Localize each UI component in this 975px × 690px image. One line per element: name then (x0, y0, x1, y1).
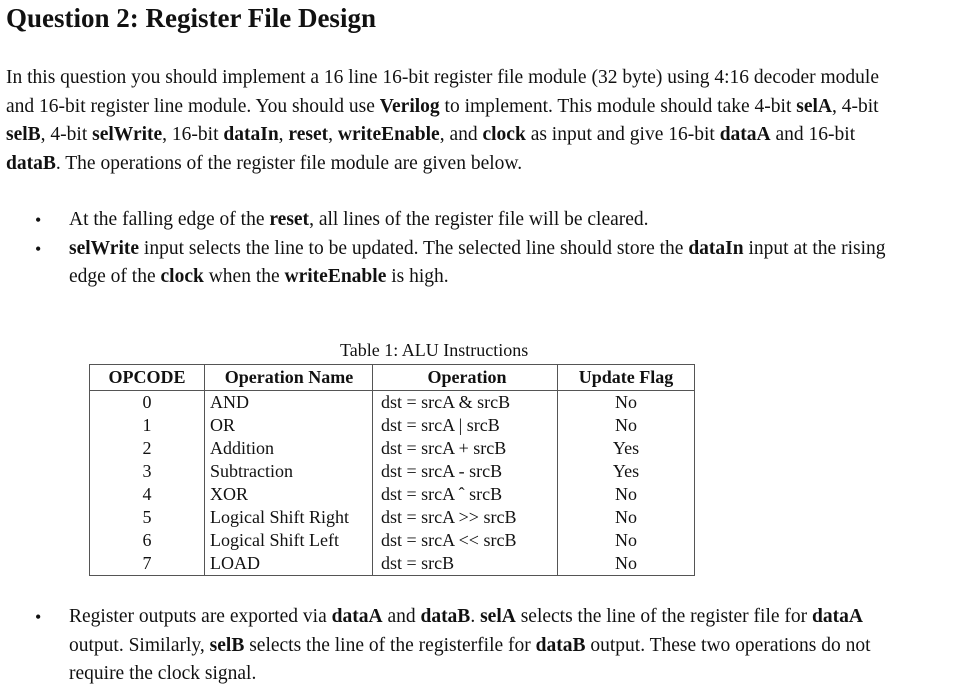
text-run: and 16-bit (770, 124, 856, 146)
cell-operation-name: Subtraction (205, 460, 373, 483)
table-body (90, 391, 695, 576)
text-run: At the falling edge of the (69, 209, 270, 230)
question-title: Question 2: Register File Design (6, 3, 376, 33)
cell-update-flag: No (558, 391, 695, 415)
cell-opcode: 6 (90, 529, 205, 552)
cell-opcode: 1 (90, 414, 205, 437)
bullet-dot-icon: • (35, 210, 42, 230)
header-operation: Operation (373, 365, 558, 391)
header-operation-name: Operation Name (205, 365, 373, 391)
cell-operation: dst = srcA - srcB (373, 460, 558, 483)
text-run: . (470, 606, 481, 627)
bullet-line (69, 660, 871, 689)
bullet-item (0, 206, 886, 235)
cell-opcode: 5 (90, 506, 205, 529)
bold-term: clock (160, 266, 204, 288)
text-run: selects the line of the register file for (515, 606, 813, 627)
text-run: . The operations of the register file module are given below. (55, 153, 523, 175)
alu-instructions-table (89, 364, 695, 576)
cell-operation-name: AND (205, 391, 373, 415)
bold-term: clock (482, 124, 526, 146)
bullet-dot-icon: • (35, 607, 42, 627)
text-run: , (328, 124, 338, 146)
cell-opcode: 4 (90, 483, 205, 506)
table-row (90, 529, 695, 552)
bold-term: writeEnable (337, 124, 440, 146)
bold-term: dataA (331, 606, 383, 627)
header-opcode: OPCODE (90, 365, 205, 391)
bullet-dot-icon: • (35, 238, 42, 259)
cell-opcode: 3 (90, 460, 205, 483)
table-caption: Table 1: ALU Instructions (340, 340, 529, 360)
cell-operation: dst = srcB (373, 552, 558, 576)
text-run: Register outputs are exported via (69, 606, 332, 627)
cell-update-flag: No (558, 506, 695, 529)
bullet-item (0, 235, 886, 292)
bullet-line (69, 603, 871, 632)
text-run: and 16-bit register line module. You should use (6, 95, 380, 117)
bold-term: selWrite (92, 124, 163, 146)
text-run: input at the rising (743, 237, 886, 259)
cell-operation-name: LOAD (205, 552, 373, 576)
cell-update-flag: No (558, 483, 695, 506)
cell-opcode: 2 (90, 437, 205, 460)
bold-term: dataB (6, 153, 56, 175)
text-run: , 4-bit (40, 124, 93, 146)
text-run: require the clock signal. (69, 663, 257, 685)
text-run: , (278, 124, 289, 146)
table-row (90, 460, 695, 483)
bold-term: dataB (420, 606, 471, 627)
bold-term: selB (6, 124, 41, 146)
bold-term: selWrite (69, 237, 140, 259)
bold-term: dataA (812, 606, 863, 627)
table-row (90, 483, 695, 506)
text-run: selects the line of the registerfile for (244, 634, 536, 656)
cell-operation-name: XOR (205, 483, 373, 506)
cell-update-flag: Yes (558, 460, 695, 483)
text-run: edge of the (69, 266, 161, 288)
bold-term: Verilog (379, 95, 440, 117)
text-run: is high. (386, 266, 449, 288)
text-run: and (382, 606, 421, 627)
cell-update-flag: No (558, 552, 695, 576)
bullet-line (69, 206, 886, 235)
cell-operation-name: Logical Shift Right (205, 506, 373, 529)
cell-operation: dst = srcA & srcB (373, 391, 558, 415)
bold-term: selA (796, 95, 832, 117)
bold-term: dataA (719, 124, 771, 146)
table-row (90, 391, 695, 415)
text-run: , all lines of the register file will be cleared. (309, 209, 649, 230)
table-row (90, 414, 695, 437)
cell-update-flag: No (558, 529, 695, 552)
text-run: , 16-bit (162, 124, 224, 146)
text-run: In this question you should implement a 16 line 16-bit register file module (32 byte) using 4:16 decoder module (6, 67, 880, 88)
text-run: output. These two operations do not (585, 634, 871, 656)
bold-term: dataIn (688, 237, 744, 259)
paragraph-line (6, 121, 971, 150)
bold-term: writeEnable (284, 266, 387, 288)
bullet-line (69, 263, 886, 292)
text-run: , 4-bit (831, 95, 879, 117)
paragraph-line (6, 150, 971, 179)
bold-term: selB (209, 634, 245, 656)
cell-operation: dst = srcA >> srcB (373, 506, 558, 529)
text-run: as input and give 16-bit (525, 124, 720, 146)
bullet-line (69, 235, 886, 264)
intro-paragraph (6, 64, 971, 179)
header-update-flag: Update Flag (558, 365, 695, 391)
text-run: input selects the line to be updated. The selected line should store the (139, 237, 689, 259)
cell-update-flag: Yes (558, 437, 695, 460)
text-run: output. Similarly, (69, 634, 210, 656)
paragraph-line (6, 64, 971, 93)
table-row (90, 437, 695, 460)
cell-operation: dst = srcA ˆ srcB (373, 483, 558, 506)
text-run: when the (203, 266, 285, 288)
bold-term: reset (288, 124, 329, 146)
cell-update-flag: No (558, 414, 695, 437)
bullet-list-bottom (0, 603, 871, 689)
bold-term: selA (480, 606, 516, 627)
text-run: to implement. This module should take 4-bit (439, 95, 797, 117)
cell-operation: dst = srcA | srcB (373, 414, 558, 437)
bold-term: dataIn (223, 124, 279, 146)
cell-operation-name: OR (205, 414, 373, 437)
table-row (90, 506, 695, 529)
paragraph-line (6, 93, 971, 122)
cell-opcode: 0 (90, 391, 205, 415)
text-run: , and (439, 124, 483, 146)
bold-term: dataB (535, 634, 586, 656)
cell-operation: dst = srcA << srcB (373, 529, 558, 552)
cell-operation-name: Logical Shift Left (205, 529, 373, 552)
bullet-list-top (0, 206, 886, 292)
cell-opcode: 7 (90, 552, 205, 576)
table-header-row (90, 365, 695, 391)
cell-operation: dst = srcA + srcB (373, 437, 558, 460)
cell-operation-name: Addition (205, 437, 373, 460)
table-row (90, 552, 695, 576)
bullet-item (0, 603, 871, 689)
bullet-line (69, 632, 871, 661)
bold-term: reset (269, 209, 310, 230)
